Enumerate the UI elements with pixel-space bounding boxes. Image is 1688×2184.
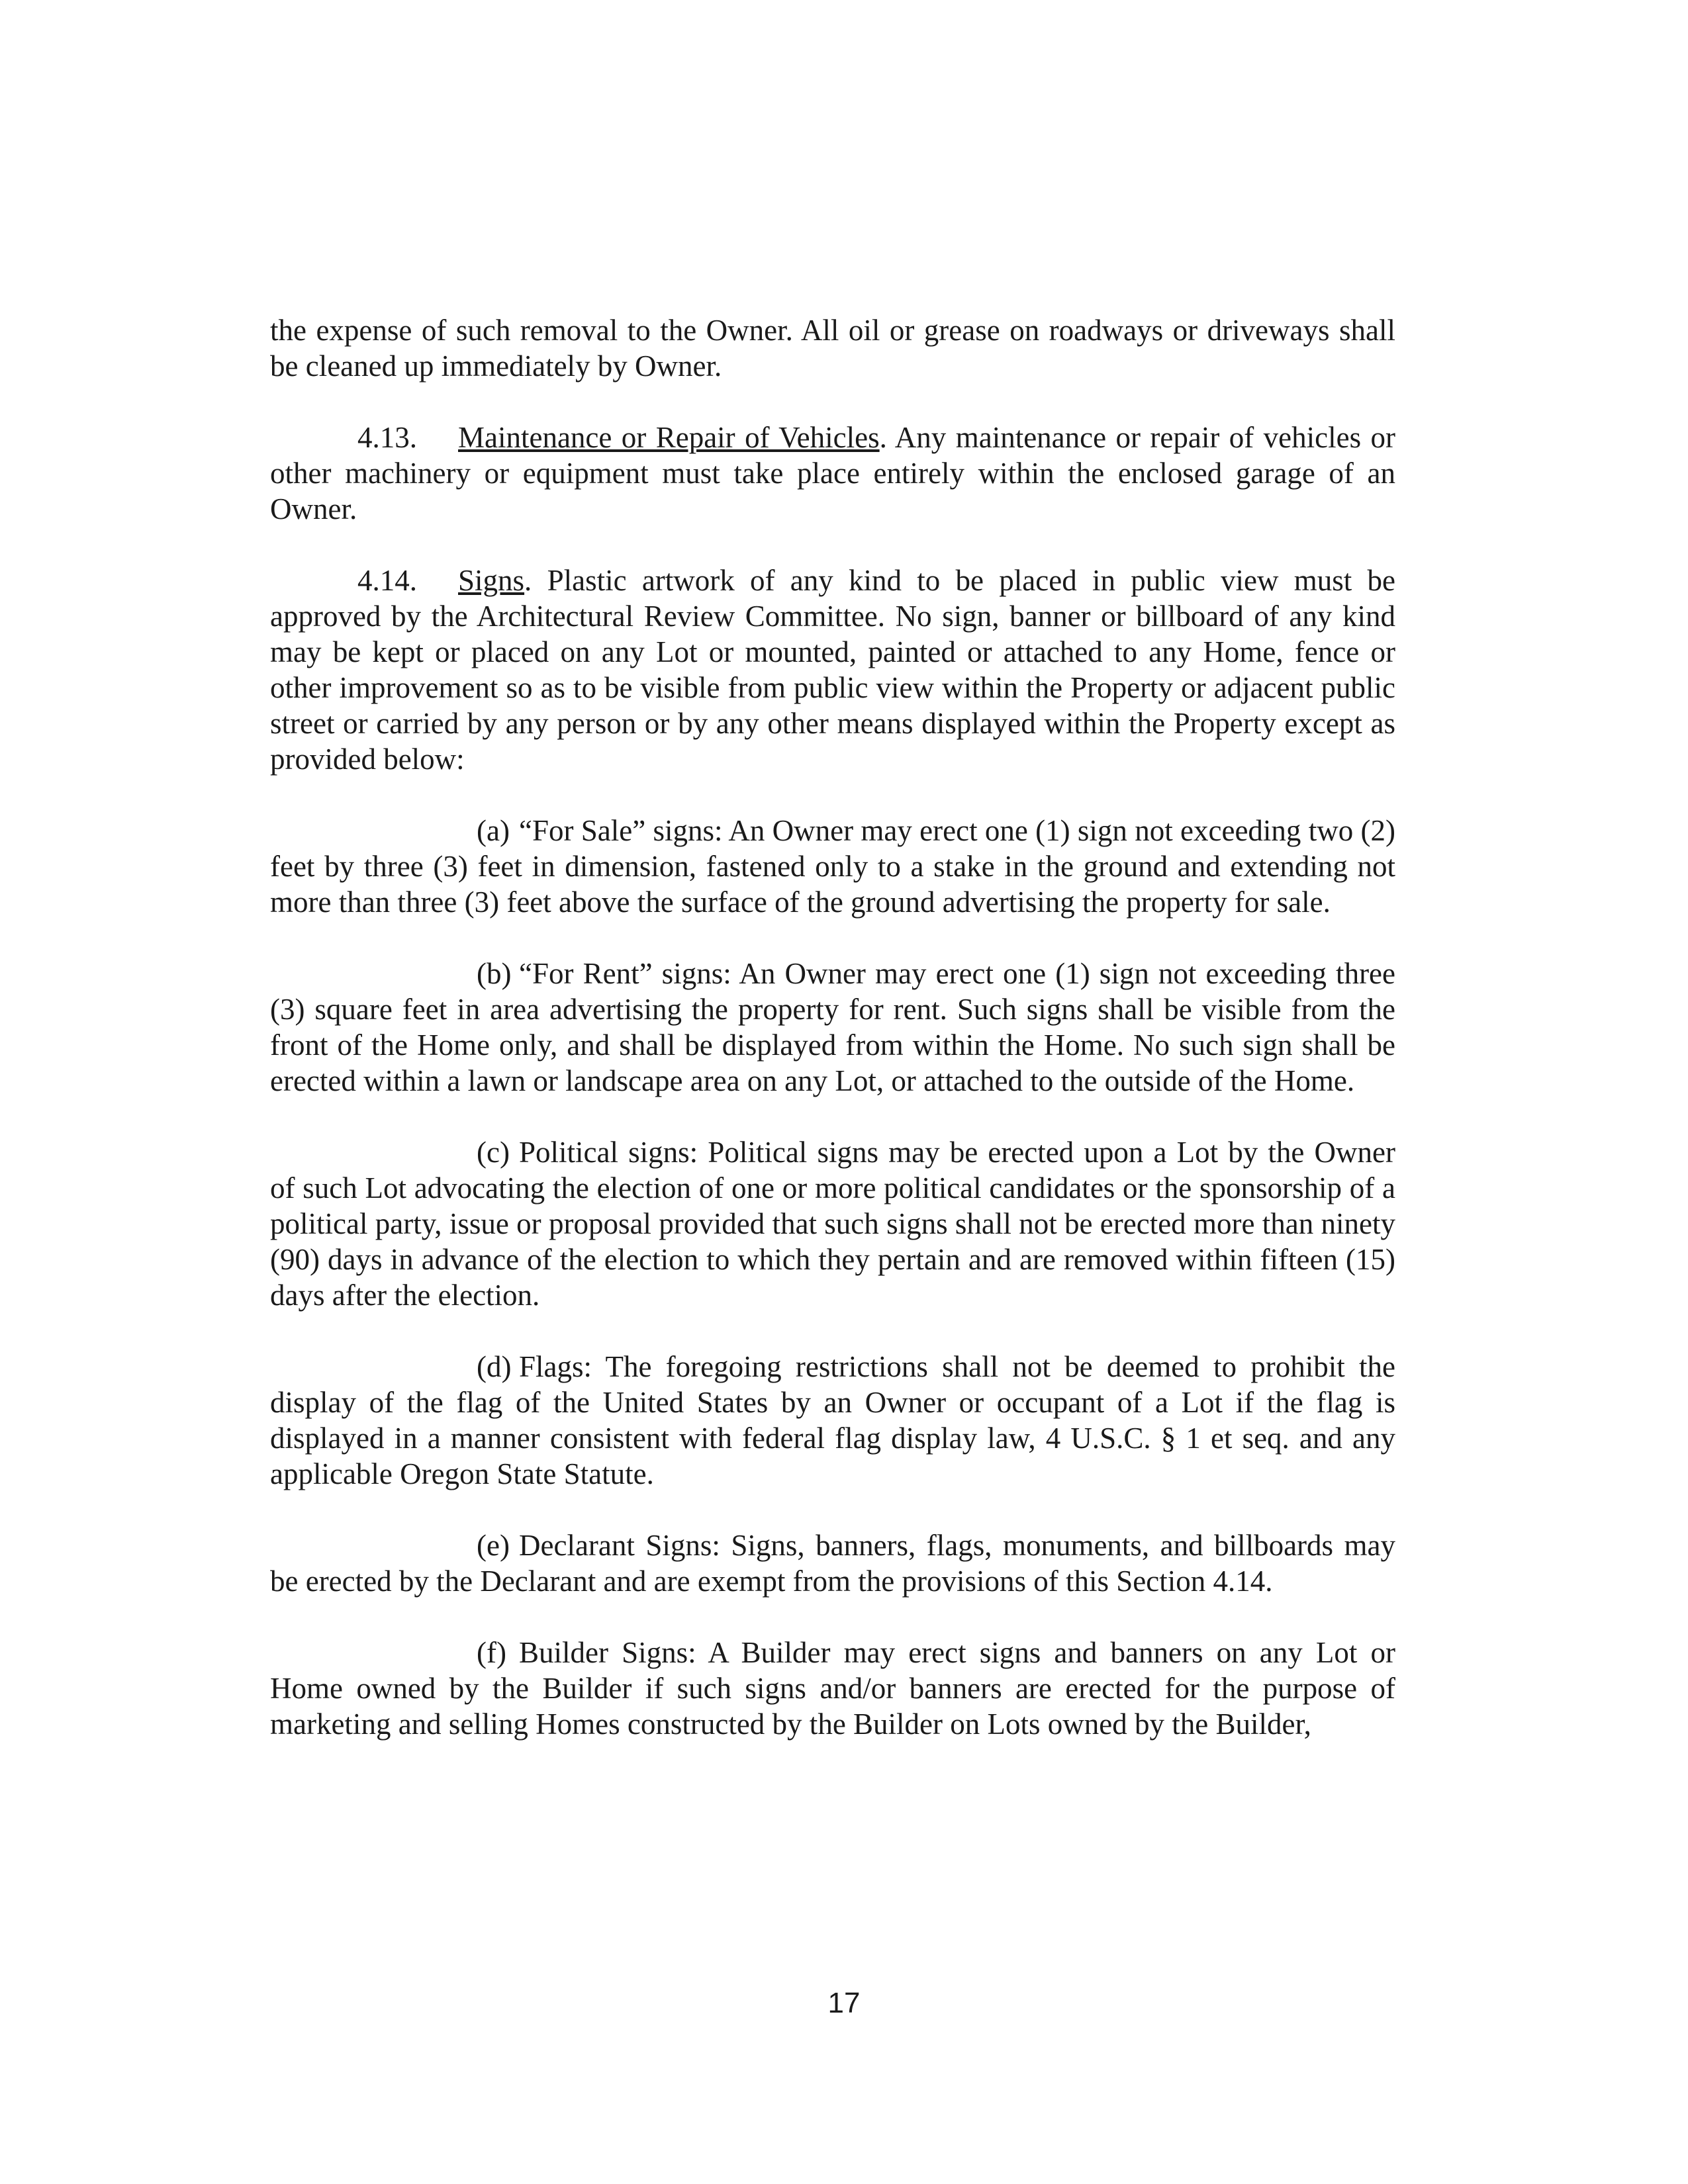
section-4-13-text: . Any maintenance or repair of vehicles or other machinery or equipment must take place entirely within the enclosed garage of an Owner. [270, 421, 1396, 525]
subsection-a-label: (a) [477, 814, 510, 847]
section-4-13 [270, 420, 1395, 527]
section-4-14-text: . Plastic artwork of any kind to be placed in public view must be approved by the Architectural Review Committee. No sign, banner or billboard of any kind may be kept or placed on any Lot or mounted, painted or attached to any Home, fence or other improvement so as to be visible from public view within the Property or adjacent public street or carried by any person or by any other means displayed within the Property except as provided below: [270, 564, 1395, 776]
subsection-d [270, 1349, 1395, 1492]
continuation-paragraph: the expense of such removal to the Owner. All oil or grease on roadways or driveways shall be cleaned up immediately by Owner. [270, 314, 1395, 383]
subsection-d-text: Flags: The foregoing restrictions shall not be deemed to prohibit the display of the flag of the United States by an Owner or occupant of a Lot if the flag is displayed in a manner consistent with federal flag display law, 4 U.S.C. § 1 et seq. and any applicable Oregon State Statute. [270, 1350, 1395, 1490]
subsection-a [270, 813, 1395, 920]
subsection-f [270, 1635, 1395, 1742]
subsection-b-label: (b) [477, 957, 512, 990]
subsection-c-text: Political signs: Political signs may be erected upon a Lot by the Owner of such Lot advocating the election of one or more political candidates or the sponsorship of a political party, issue or proposal provided that such signs shall not be erected more than ninety (90) days in advance of the election to which they pertain and are removed within fifteen (15) days after the election. [270, 1136, 1395, 1312]
section-4-13-number: 4.13. [357, 421, 417, 454]
section-4-13-heading: Maintenance or Repair of Vehicles [458, 421, 880, 454]
subsection-f-text: Builder Signs: A Builder may erect signs and banners on any Lot or Home owned by the Builder if such signs and/or banners are erected for the purpose of marketing and selling Homes constructed by the Builder on Lots owned by the Builder, [270, 1636, 1395, 1741]
subsection-b-text: “For Rent” signs: An Owner may erect one (1) sign not exceeding three (3) square feet in area advertising the property for rent. Such signs shall be visible from the front of the Home only, and shall be displayed from within the Home. No such sign shall be erected within a lawn or landscape area on any Lot, or attached to the outside of the Home. [270, 957, 1395, 1097]
subsection-e-label: (e) [477, 1529, 510, 1562]
document-body [270, 312, 1395, 1778]
subsection-b [270, 956, 1395, 1099]
subsection-e-text: Declarant Signs: Signs, banners, flags, monuments, and billboards may be erected by the Declarant and are exempt from the provisions of this Section 4.14. [270, 1529, 1395, 1598]
subsection-c-label: (c) [477, 1136, 510, 1169]
section-4-14-heading: Signs [458, 564, 525, 597]
section-4-14-number: 4.14. [357, 564, 417, 597]
section-4-14 [270, 563, 1395, 777]
subsection-a-text: “For Sale” signs: An Owner may erect one (1) sign not exceeding two (2) feet by three (3) feet in dimension, fastened only to a stake in the ground and extending not more than three (3) feet above the surface of the ground advertising the property for sale. [270, 814, 1395, 919]
page-number: 17 [827, 1987, 861, 2019]
subsection-e [270, 1527, 1395, 1599]
subsection-c [270, 1134, 1395, 1313]
subsection-f-label: (f) [477, 1636, 506, 1669]
subsection-d-label: (d) [477, 1350, 512, 1383]
